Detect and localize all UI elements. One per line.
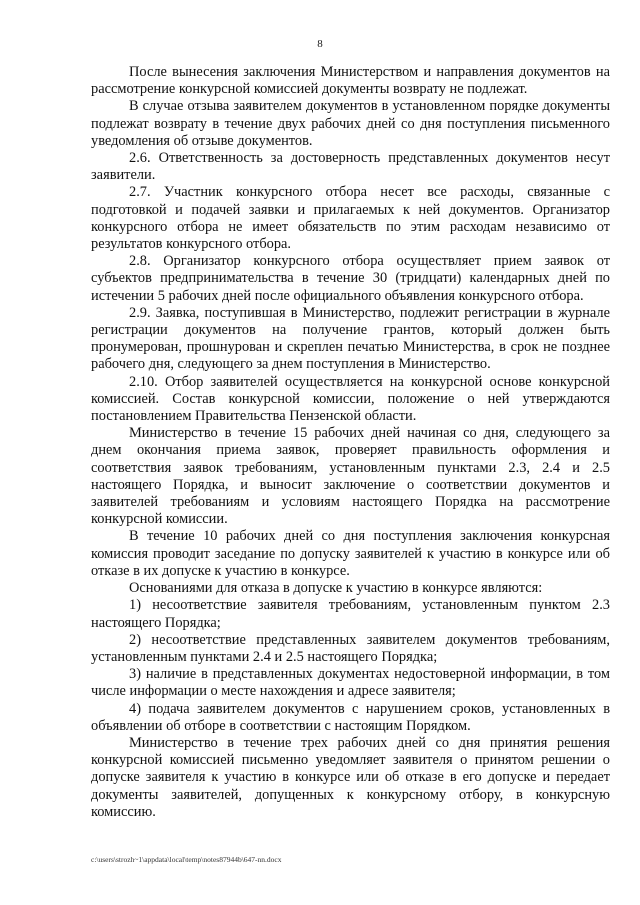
document-body xyxy=(91,64,610,821)
paragraph-notification: Министерство в течение трех рабочих дней со дня принятия решения конкурсной комиссией письменно уведомляет заявителя о принятом решении о допуске заявителя к участию в конкурсе или об отказе в его допуске и передает документы заявителей, допущенных к конкурсному отбору, в конкурсную комиссию. xyxy=(91,734,610,820)
page-number: 8 xyxy=(317,38,323,50)
list-item-3: 3) наличие в представленных документах недостоверной информации, в том числе информации о месте нахождения и адресе заявителя; xyxy=(91,666,610,700)
paragraph-2-7: 2.7. Участник конкурсного отбора несет все расходы, связанные с подготовкой и подачей заявки и прилагаемых к ней документов. Организатор конкурсного отбора не имеет обязательств по этим расходам независимо от результатов конкурсного отбора. xyxy=(91,184,610,253)
paragraph-2-10: 2.10. Отбор заявителей осуществляется на конкурсной основе конкурсной комиссией. Состав конкурсной комиссии, положение о ней утверждаются постановлением Правительства Пензенской области. xyxy=(91,373,610,425)
paragraph-commission-meeting: В течение 10 рабочих дней со дня поступления заключения конкурсная комиссия проводит заседание по допуску заявителей к участию в конкурсе или об отказе в их допуске к участию в конкурсе. xyxy=(91,528,610,579)
list-item-2: 2) несоответствие представленных заявителем документов требованиям, установленным пунктами 2.4 и 2.5 настоящего Порядка; xyxy=(91,631,610,665)
list-item-1: 1) несоответствие заявителя требованиям, установленным пунктом 2.3 настоящего Порядка; xyxy=(91,597,610,631)
list-item-4: 4) подача заявителем документов с нарушением сроков, установленных в объявлении об отборе в соответствии с настоящим Порядком. xyxy=(91,700,610,734)
paragraph-2-6: 2.6. Ответственность за достоверность представленных документов несут заявители. xyxy=(91,150,610,184)
paragraph-2-8: 2.8. Организатор конкурсного отбора осуществляет прием заявок от субъектов предпринимательства в течение 30 (тридцати) календарных дней по истечении 5 рабочих дней после официального объявления конкурсного отбора. xyxy=(91,253,610,304)
paragraph-return-after-conclusion: После вынесения заключения Министерством и направления документов на рассмотрение конкурсной комиссией документы возврату не подлежат. xyxy=(91,64,610,98)
paragraph-ministry-review: Министерство в течение 15 рабочих дней начиная со дня, следующего за днем окончания приема заявок, проверяет правильность оформления и соответствия заявок требованиям, установленным пунктами 2.3, 2.4 и 2.5 настоящего Порядка, и выносит заключение о соответствии документов и заявителей требованиям и условиям настоящего Порядка на рассмотрение конкурсной комиссии. xyxy=(91,425,610,528)
paragraph-withdrawal: В случае отзыва заявителем документов в установленном порядке документы подлежат возврату в течение двух рабочих дней со дня поступления письменного уведомления об отзыве документов. xyxy=(91,98,610,149)
paragraph-refusal-grounds: Основаниями для отказа в допуске к участию в конкурсе являются: xyxy=(129,580,543,597)
paragraph-2-9: 2.9. Заявка, поступившая в Министерство, подлежит регистрации в журнале регистрации документов на получение грантов, который должен быть пронумерован, прошнурован и скреплен печатью Министерства, в срок не позднее рабочего дня, следующего за днем поступления в Министерство. xyxy=(91,304,610,373)
footer-file-path: c:\users\strozh~1\appdata\local\temp\notes87944b\647-nn.docx xyxy=(91,855,282,864)
